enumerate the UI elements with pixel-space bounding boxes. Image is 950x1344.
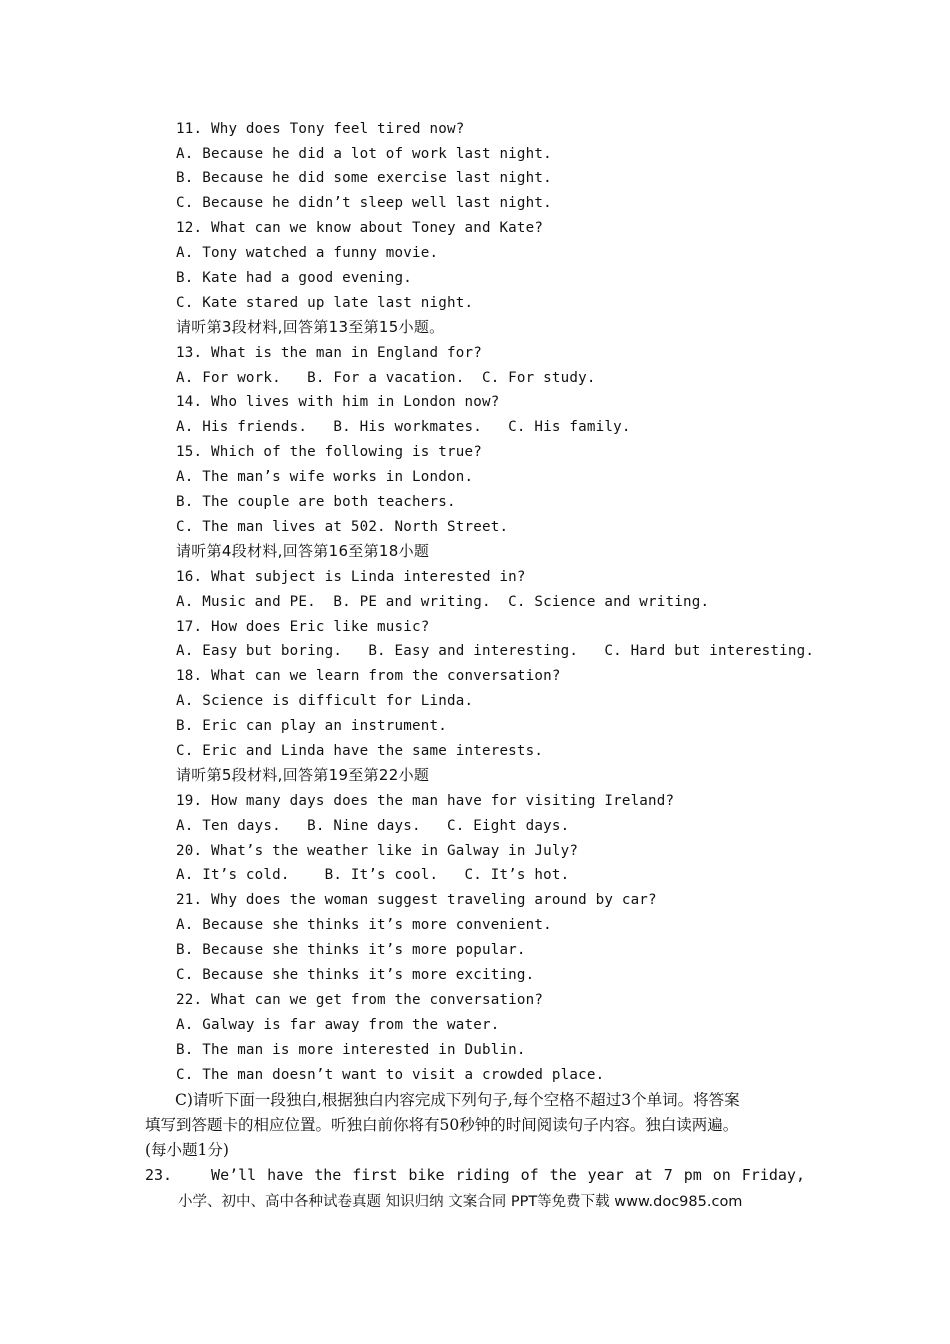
question-22: 22. What can we get from the conversation? — [176, 992, 544, 1008]
question-15: 15. Which of the following is true? — [176, 444, 482, 460]
section-heading-4: 请听第4段材料,回答第16至第18小题 — [176, 542, 430, 560]
page-footer: 小学、初中、高中各种试卷真题 知识归纳 文案合同 PPT等免费下载 www.doc985.com — [178, 1194, 743, 1210]
section-c-line-3: (每小题1分) — [145, 1141, 229, 1159]
q23-word: of — [520, 1166, 539, 1184]
q23-word: year — [587, 1166, 624, 1184]
option-18a: A. Science is difficult for Linda. — [176, 693, 474, 709]
q23-word: first — [352, 1166, 398, 1184]
option-12c: C. Kate stared up late last night. — [176, 295, 474, 311]
question-14: 14. Who lives with him in London now? — [176, 394, 500, 410]
question-23-number: 23. — [145, 1166, 173, 1184]
option-15b: B. The couple are both teachers. — [176, 494, 456, 510]
option-18c: C. Eric and Linda have the same interests. — [176, 743, 544, 759]
options-19: A. Ten days. B. Nine days. C. Eight days. — [176, 818, 570, 834]
option-21a: A. Because she thinks it’s more convenient. — [176, 917, 552, 933]
q23-word: have — [267, 1166, 304, 1184]
q23-word: bike — [408, 1166, 445, 1184]
q23-word: the — [314, 1166, 342, 1184]
q23-word: We’ll — [211, 1166, 257, 1184]
q23-word: pm — [683, 1166, 702, 1184]
option-12b: B. Kate had a good evening. — [176, 270, 413, 286]
options-14: A. His friends. B. His workmates. C. His family. — [176, 419, 631, 435]
option-12a: A. Tony watched a funny movie. — [176, 245, 439, 261]
options-16: A. Music and PE. B. PE and writing. C. Science and writing. — [176, 594, 710, 610]
option-18b: B. Eric can play an instrument. — [176, 718, 447, 734]
options-20: A. It’s cold. B. It’s cool. C. It’s hot. — [176, 867, 570, 883]
question-12: 12. What can we know about Toney and Kate? — [176, 220, 544, 236]
section-heading-5: 请听第5段材料,回答第19至第22小题 — [176, 766, 430, 784]
option-21b: B. Because she thinks it’s more popular. — [176, 942, 526, 958]
question-16: 16. What subject is Linda interested in? — [176, 569, 526, 585]
question-13: 13. What is the man in England for? — [176, 345, 482, 361]
section-c-line-2: 填写到答题卡的相应位置。听独白前你将有50秒钟的时间阅读句子内容。独白读两遍。 — [145, 1116, 739, 1134]
option-22a: A. Galway is far away from the water. — [176, 1017, 500, 1033]
question-23 — [145, 1165, 805, 1185]
section-c-line-1: C)请听下面一段独白,根据独白内容完成下列句子,每个空格不超过3个单词。将答案 — [175, 1091, 740, 1109]
question-18: 18. What can we learn from the conversation? — [176, 668, 561, 684]
option-11a: A. Because he did a lot of work last night. — [176, 146, 552, 162]
options-17: A. Easy but boring. B. Easy and interesting. C. Hard but interesting. — [176, 643, 815, 659]
option-11b: B. Because he did some exercise last night. — [176, 170, 552, 186]
q23-word: on — [712, 1166, 731, 1184]
q23-word: riding — [455, 1166, 510, 1184]
question-11: 11. Why does Tony feel tired now? — [176, 121, 465, 137]
section-heading-3: 请听第3段材料,回答第13至第15小题。 — [176, 318, 445, 336]
options-13: A. For work. B. For a vacation. C. For study. — [176, 370, 596, 386]
option-15c: C. The man lives at 502. North Street. — [176, 519, 509, 535]
q23-word: 7 — [663, 1166, 673, 1184]
option-21c: C. Because she thinks it’s more exciting. — [176, 967, 535, 983]
question-17: 17. How does Eric like music? — [176, 619, 430, 635]
question-20: 20. What’s the weather like in Galway in July? — [176, 843, 579, 859]
q23-word: Friday, — [741, 1166, 805, 1184]
question-19: 19. How many days does the man have for visiting Ireland? — [176, 793, 675, 809]
option-11c: C. Because he didn’t sleep well last night. — [176, 195, 552, 211]
section-c-instructions — [145, 1088, 810, 1163]
question-21: 21. Why does the woman suggest traveling around by car? — [176, 892, 657, 908]
option-22c: C. The man doesn’t want to visit a crowded place. — [176, 1067, 605, 1083]
q23-word: the — [549, 1166, 577, 1184]
option-22b: B. The man is more interested in Dublin. — [176, 1042, 526, 1058]
option-15a: A. The man’s wife works in London. — [176, 469, 474, 485]
q23-word: at — [634, 1166, 653, 1184]
